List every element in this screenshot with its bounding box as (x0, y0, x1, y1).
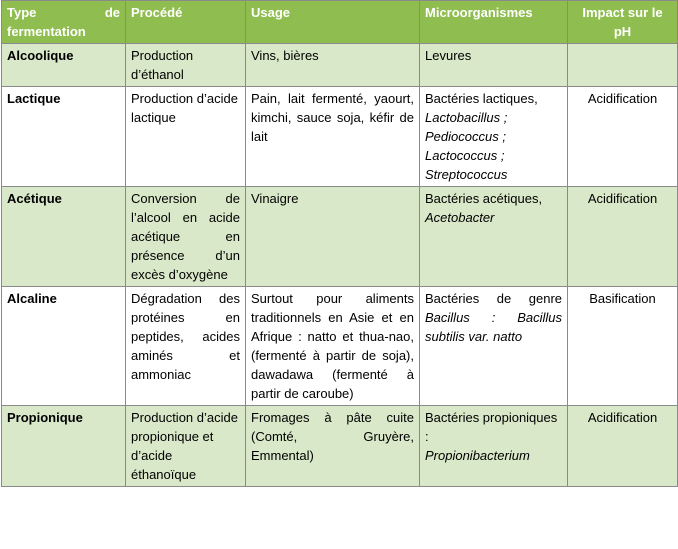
cell-type: Propionique (2, 406, 126, 487)
cell-microorganismes (420, 87, 568, 187)
cell-microorganismes (420, 187, 568, 287)
cell-type: Alcaline (2, 287, 126, 406)
micro-species: Bacillus : Bacillus subtilis var. natto (425, 310, 562, 344)
header-microorganismes: Microorganismes (420, 1, 568, 44)
micro-species: Lactobacillus ; (425, 110, 508, 125)
cell-type: Acétique (2, 187, 126, 287)
cell-procede: Production d’acide propionique et d’acide éthanoïque (126, 406, 246, 487)
micro-species: Acetobacter (425, 210, 495, 225)
cell-procede: Conversion de l’alcool en acide acétique en présence d’un excès d’oxygène (126, 187, 246, 287)
cell-usage: Vinaigre (246, 187, 420, 287)
table-row (2, 44, 678, 87)
micro-text: Bactéries de genre (425, 291, 562, 306)
cell-impact: Acidification (568, 406, 678, 487)
header-usage: Usage (246, 1, 420, 44)
micro-species: Pediococcus ; (425, 129, 506, 144)
micro-text: Bactéries acétiques, (425, 191, 543, 206)
micro-text: Bactéries propioniques : (425, 410, 558, 444)
micro-species: Lactococcus ; (425, 148, 505, 163)
cell-impact: Basification (568, 287, 678, 406)
cell-type: Lactique (2, 87, 126, 187)
header-row (2, 1, 678, 44)
cell-microorganismes (420, 44, 568, 87)
fermentation-table (1, 0, 678, 487)
cell-usage: Pain, lait fermenté, yaourt, kimchi, sauce soja, kéfir de lait (246, 87, 420, 187)
table-row (2, 287, 678, 406)
micro-text: Levures (425, 48, 472, 63)
header-type: Type de fermentation (2, 1, 126, 44)
cell-procede: Production d’éthanol (126, 44, 246, 87)
table-row (2, 187, 678, 287)
cell-usage: Vins, bières (246, 44, 420, 87)
micro-text: Bactéries lactiques, (425, 91, 538, 106)
table-row (2, 406, 678, 487)
header-procede: Procédé (126, 1, 246, 44)
micro-species: Propionibacterium (425, 448, 530, 463)
cell-procede: Dégradation des protéines en peptides, acides aminés et ammoniac (126, 287, 246, 406)
cell-microorganismes (420, 406, 568, 487)
cell-impact: Acidification (568, 187, 678, 287)
cell-usage: Fromages à pâte cuite (Comté, Gruyère, Emmental) (246, 406, 420, 487)
cell-impact (568, 44, 678, 87)
cell-usage: Surtout pour aliments traditionnels en Asie et en Afrique : natto et thua-nao, (fermenté à partir de soja), dawadawa (fermenté à partir de caroube) (246, 287, 420, 406)
cell-procede: Production d’acide lactique (126, 87, 246, 187)
header-impact-ph: Impact sur le pH (568, 1, 678, 44)
cell-type: Alcoolique (2, 44, 126, 87)
micro-species: Streptococcus (425, 167, 508, 182)
cell-microorganismes (420, 287, 568, 406)
cell-impact: Acidification (568, 87, 678, 187)
table-row (2, 87, 678, 187)
